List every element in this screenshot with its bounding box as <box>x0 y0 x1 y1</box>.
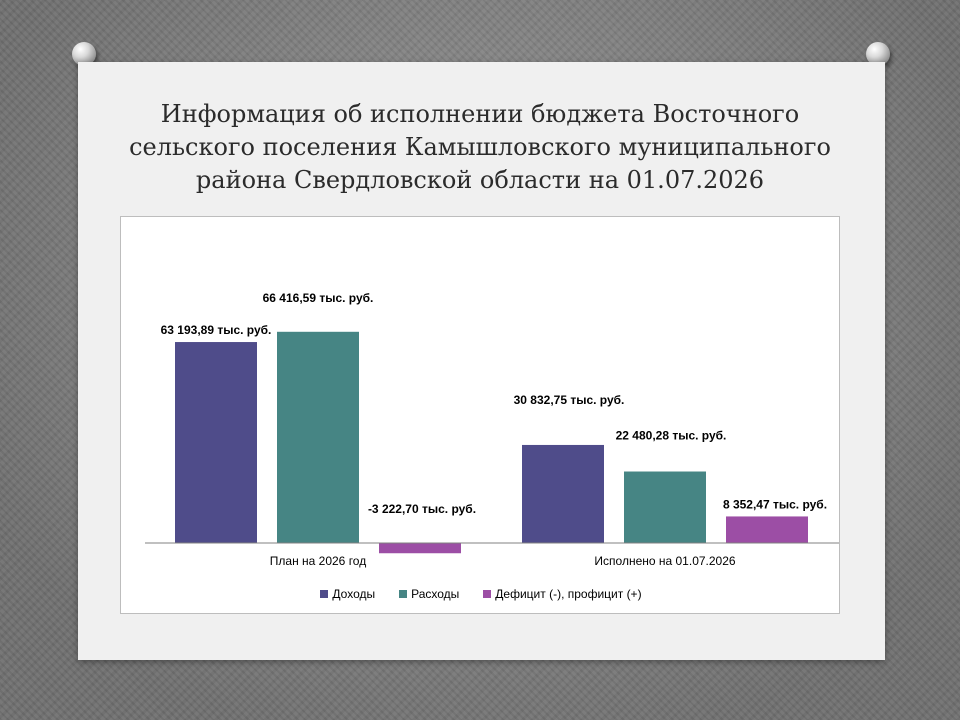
bar-income-2 <box>522 445 604 543</box>
bar-balance-2 <box>726 516 808 543</box>
legend-item-balance <box>483 587 641 601</box>
category-label-2: Исполнено на 01.07.2026 <box>594 554 736 568</box>
legend-swatch-income <box>320 590 328 598</box>
bar-expense-1 <box>277 332 359 543</box>
legend-swatch-expense <box>399 590 407 598</box>
category-label-1: План на 2026 год <box>269 554 367 568</box>
legend-label-balance: Дефицит (-), профицит (+) <box>495 587 642 601</box>
chart-legend <box>121 587 841 601</box>
legend-label-expense: Расходы <box>411 587 460 601</box>
data-label-balance-2: 8 352,47 тыс. руб. <box>722 497 828 512</box>
legend-item-income <box>320 587 375 601</box>
data-label-expense-1: 66 416,59 тыс. руб. <box>262 290 374 305</box>
bar-income-1 <box>175 342 257 543</box>
bars-layer <box>175 332 808 553</box>
data-label-expense-2: 22 480,28 тыс. руб. <box>615 428 727 443</box>
slide-title: Информация об исполнении бюджета Восточного сельского поселения Камышловского муниципального района Свердловской области на 01.07.2026 <box>129 100 831 194</box>
chart-frame <box>120 216 840 614</box>
budget-bar-chart <box>121 217 841 615</box>
data-label-balance-1: -3 222,70 тыс. руб. <box>367 502 477 516</box>
legend-item-expense <box>399 587 459 601</box>
legend-swatch-balance <box>483 590 491 598</box>
bar-expense-2 <box>624 472 706 543</box>
data-label-income-1: 63 193,89 тыс. руб. <box>160 323 272 338</box>
bar-balance-1 <box>379 543 461 553</box>
legend-label-income: Доходы <box>332 587 376 601</box>
data-label-income-2: 30 832,75 тыс. руб. <box>513 392 625 407</box>
